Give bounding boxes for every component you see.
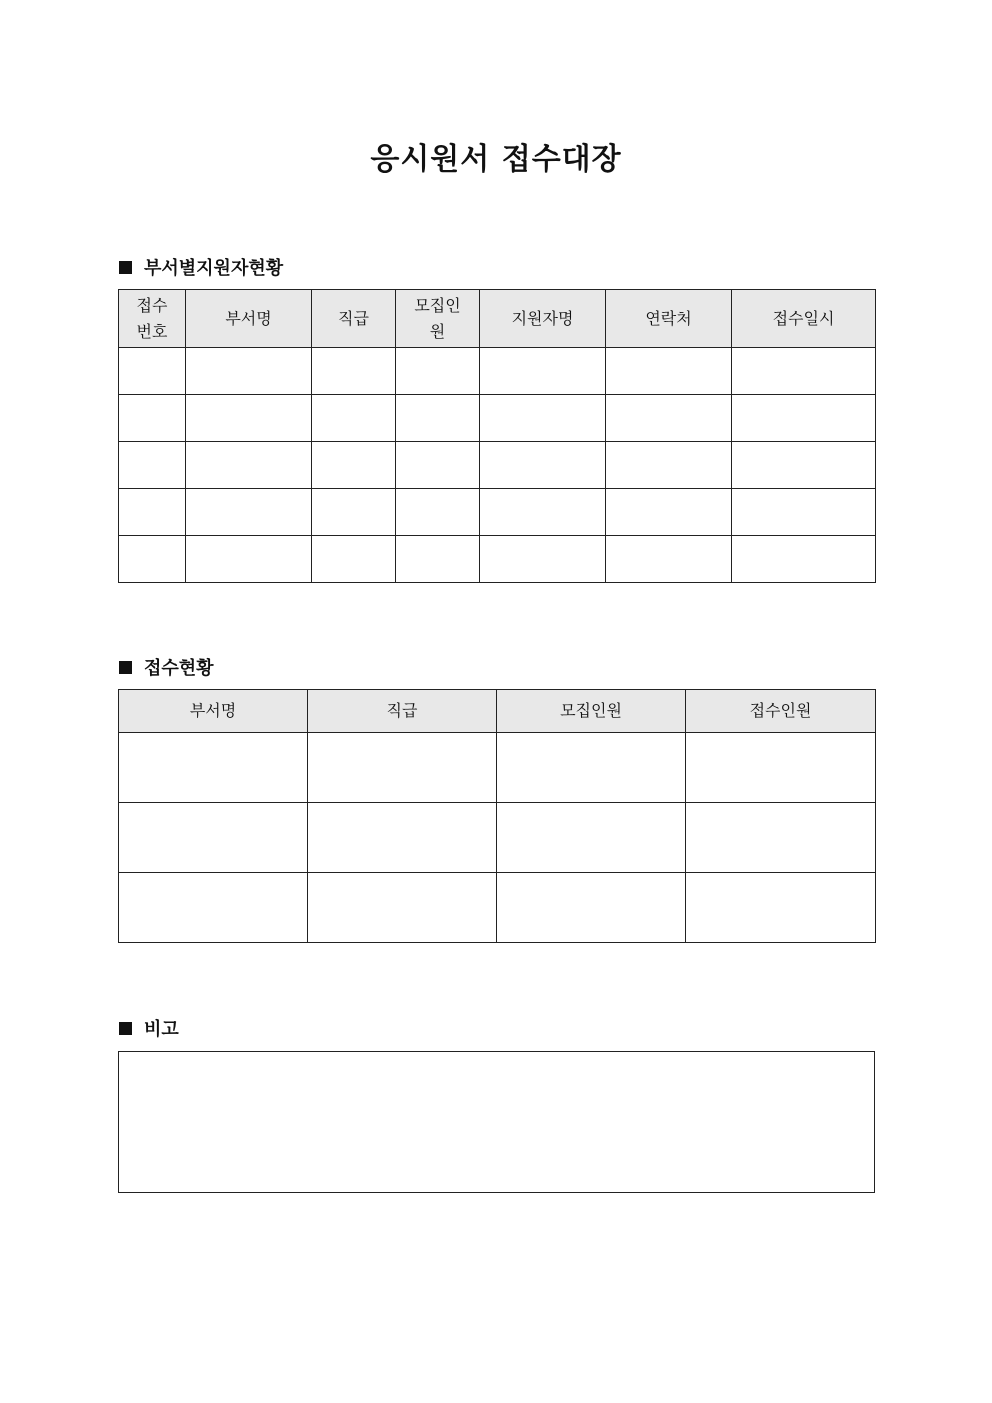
header-label: 모집인원	[560, 701, 622, 720]
table-row	[119, 348, 876, 395]
table-cell[interactable]	[732, 348, 876, 395]
table-cell[interactable]	[186, 348, 312, 395]
table-cell[interactable]	[186, 536, 312, 583]
table-cell[interactable]	[396, 348, 480, 395]
table-cell[interactable]	[480, 395, 606, 442]
section-heading-receipt-status	[119, 654, 214, 680]
column-header-recruit-count	[497, 690, 686, 733]
table-cell[interactable]	[396, 536, 480, 583]
table-cell[interactable]	[308, 803, 497, 873]
column-header-receipt-datetime	[732, 290, 876, 348]
column-header-position	[308, 690, 497, 733]
table-cell[interactable]	[686, 733, 876, 803]
header-label: 접수 번호	[136, 295, 168, 341]
page-title: 응시원서 접수대장	[370, 142, 622, 177]
table-cell[interactable]	[396, 442, 480, 489]
applicants-by-department-table	[118, 289, 876, 583]
header-label: 접수일시	[772, 308, 835, 328]
column-header-department	[186, 290, 312, 348]
table-cell[interactable]	[606, 442, 732, 489]
table-cell[interactable]	[480, 489, 606, 536]
header-label: 연락처	[645, 308, 692, 328]
table-cell[interactable]	[119, 489, 186, 536]
table-row	[119, 803, 876, 873]
table-cell[interactable]	[312, 395, 396, 442]
table-header-row	[119, 690, 876, 733]
square-bullet-icon	[119, 661, 132, 674]
column-header-department	[119, 690, 308, 733]
table-cell[interactable]	[119, 873, 308, 943]
table-cell[interactable]	[119, 395, 186, 442]
column-header-recruit-count	[396, 290, 480, 348]
table-cell[interactable]	[732, 442, 876, 489]
table-cell[interactable]	[119, 536, 186, 583]
table-cell[interactable]	[119, 803, 308, 873]
table-cell[interactable]	[480, 442, 606, 489]
table-cell[interactable]	[480, 348, 606, 395]
table-cell[interactable]	[497, 873, 686, 943]
header-label: 접수인원	[749, 701, 812, 720]
section-heading-remarks	[119, 1015, 179, 1041]
table-row	[119, 489, 876, 536]
square-bullet-icon	[119, 1022, 132, 1035]
table-cell[interactable]	[497, 733, 686, 803]
table-cell[interactable]	[186, 489, 312, 536]
column-header-contact	[606, 290, 732, 348]
table-cell[interactable]	[396, 395, 480, 442]
table-cell[interactable]	[119, 733, 308, 803]
table-cell[interactable]	[312, 348, 396, 395]
table-cell[interactable]	[119, 348, 186, 395]
table-cell[interactable]	[186, 395, 312, 442]
table-cell[interactable]	[497, 803, 686, 873]
receipt-status-table	[118, 689, 876, 943]
table-cell[interactable]	[312, 489, 396, 536]
header-label: 부서명	[189, 701, 237, 720]
table-cell[interactable]	[606, 536, 732, 583]
table-row	[119, 395, 876, 442]
table-cell[interactable]	[686, 803, 876, 873]
table-cell[interactable]	[732, 489, 876, 536]
table-row	[119, 733, 876, 803]
table-header-row	[119, 290, 876, 348]
table-cell[interactable]	[732, 395, 876, 442]
section-heading-label: 비고	[144, 1019, 179, 1040]
table-cell[interactable]	[312, 442, 396, 489]
header-label: 모집인 원	[414, 295, 461, 341]
section-heading-label: 부서별지원자현황	[144, 258, 284, 279]
table-cell[interactable]	[606, 489, 732, 536]
column-header-applicant-name	[480, 290, 606, 348]
table-row	[119, 873, 876, 943]
section-heading-label: 접수현황	[144, 658, 214, 679]
table-cell[interactable]	[396, 489, 480, 536]
remarks-box[interactable]	[118, 1051, 875, 1193]
table-row	[119, 442, 876, 489]
table-cell[interactable]	[308, 733, 497, 803]
table-cell[interactable]	[119, 442, 186, 489]
header-label: 부서명	[225, 308, 272, 328]
header-label: 지원자명	[511, 308, 574, 328]
column-header-position	[312, 290, 396, 348]
column-header-receipt-no	[119, 290, 186, 348]
header-label: 직급	[338, 308, 369, 328]
table-cell[interactable]	[732, 536, 876, 583]
section-heading-applicants	[119, 254, 283, 280]
table-cell[interactable]	[606, 395, 732, 442]
square-bullet-icon	[119, 261, 132, 274]
table-cell[interactable]	[186, 442, 312, 489]
table-cell[interactable]	[686, 873, 876, 943]
table-cell[interactable]	[480, 536, 606, 583]
table-row	[119, 536, 876, 583]
table-cell[interactable]	[606, 348, 732, 395]
table-cell[interactable]	[312, 536, 396, 583]
column-header-received-count	[686, 690, 876, 733]
table-cell[interactable]	[308, 873, 497, 943]
header-label: 직급	[386, 701, 418, 720]
